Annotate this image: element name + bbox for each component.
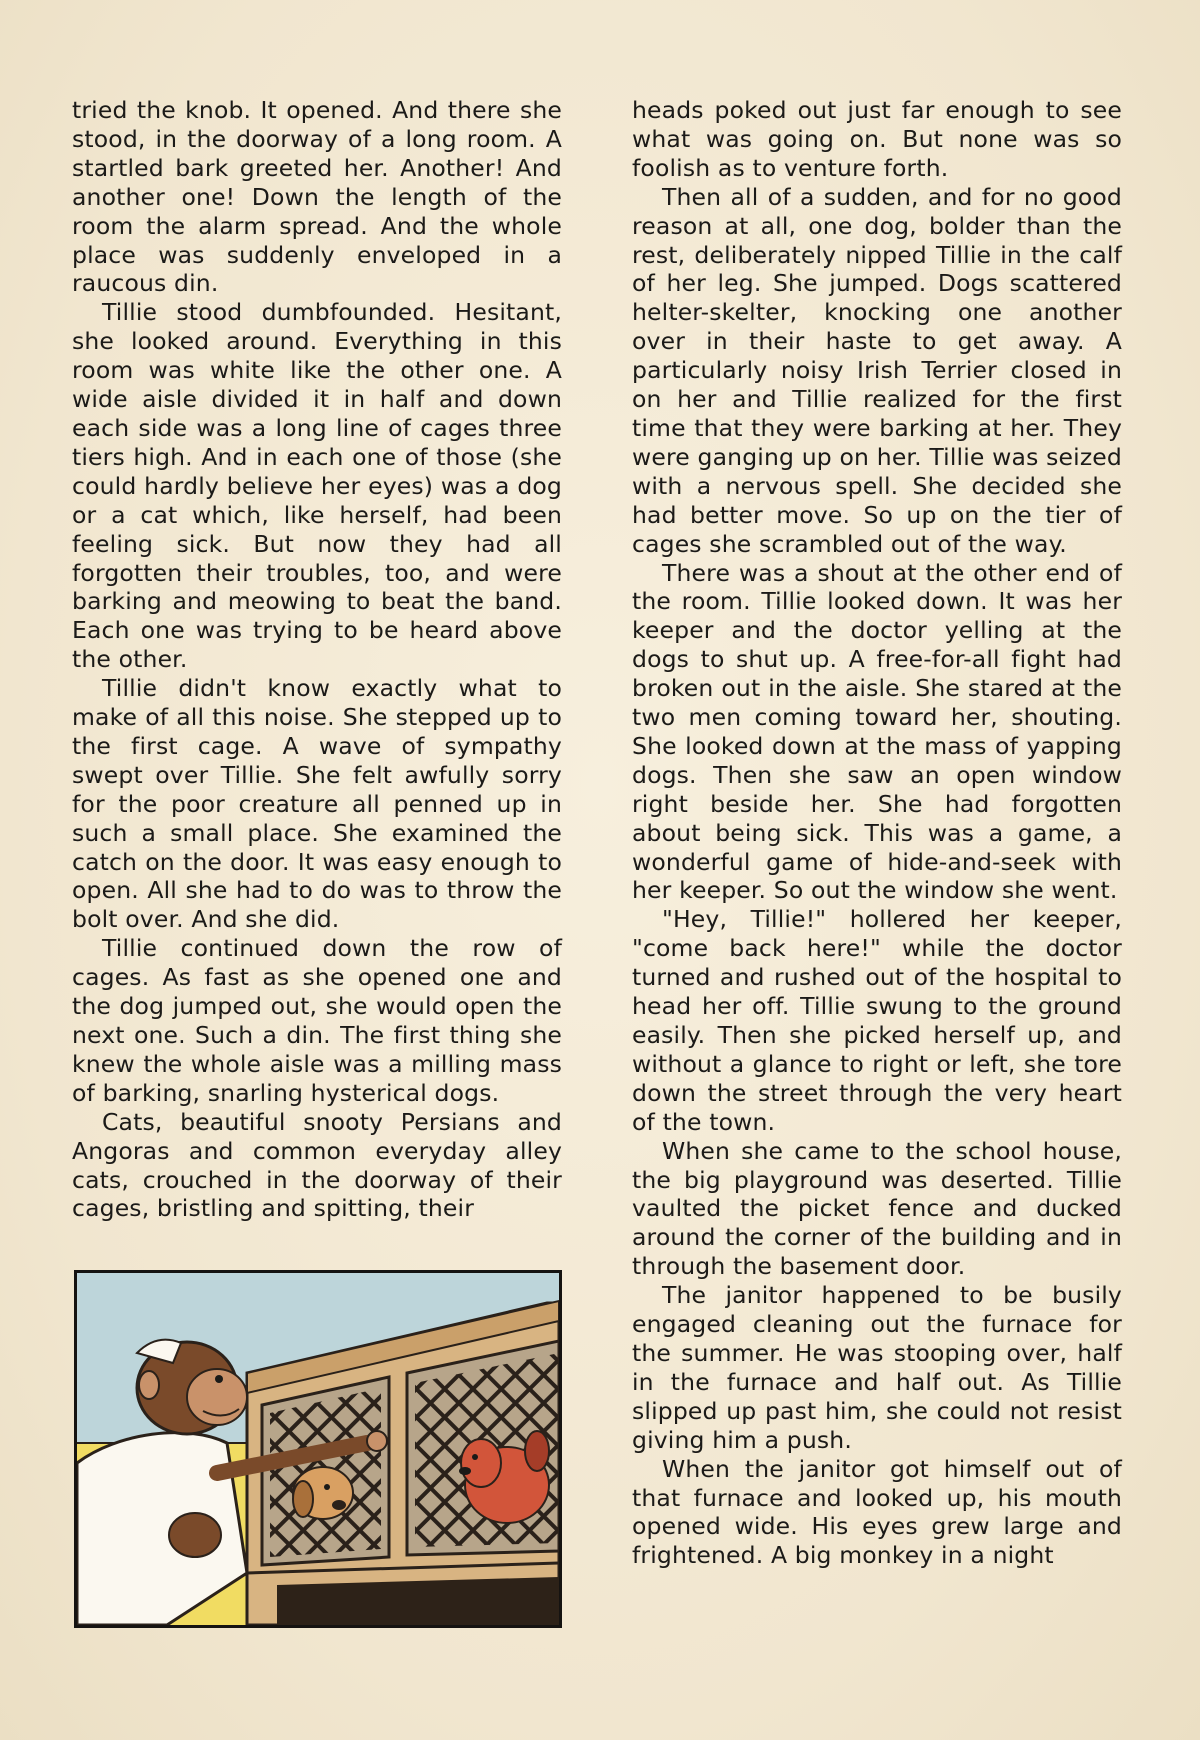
paragraph: Tillie stood dumbfounded. Hesitant, she looked around. Everything in this room was white like the other one. A wide aisle divided it in half and down each side was a long line of cages three tiers high. And in each one of those (she could hardly believe her eyes) was a dog or a cat which, like herself, had been feeling sick. But now they had all forgotten their troubles, too, and were barking and meowing to beat the band. Each one was trying to be heard above the other. <box>72 298 562 674</box>
paragraph: The janitor happened to be busily engaged cleaning out the furnace for the summer. He was stooping over, half in the furnace and half out. As Tillie slipped up past him, she could not resist giving him a push. <box>632 1281 1122 1454</box>
paragraph: Tillie didn't know exactly what to make of all this noise. She stepped up to the first cage. A wave of sympathy swept over Tillie. She felt awfully sorry for the poor creature all penned up in such a small place. She examined the catch on the door. It was easy enough to open. All she had to do was to throw the bolt over. And she did. <box>72 674 562 934</box>
paragraph: There was a shout at the other end of the room. Tillie looked down. It was her keeper and the doctor yelling at the dogs to shut up. A free-for-all fight had broken out in the aisle. She stared at the two men coming toward her, shouting. She looked down at the mass of yapping dogs. Then she saw an open window right beside her. She had forgotten about being sick. This was a game, a wonderful game of hide-and-seek with her keeper. So out the window she went. <box>632 558 1122 905</box>
paragraph: tried the knob. It opened. And there she stood, in the doorway of a long room. A startled bark greeted her. Another! And another one! Down the length of the room the alarm spread. And the whole place was suddenly enveloped in a raucous din. <box>72 96 562 298</box>
illustration-panel <box>74 1270 562 1628</box>
paragraph: heads poked out just far enough to see what was going on. But none was so foolish as to venture forth. <box>632 96 1122 182</box>
paragraph: When she came to the school house, the big playground was deserted. Tillie vaulted the picket fence and ducked around the corner of the building and in through the basement door. <box>632 1136 1122 1281</box>
paragraph: Then all of a sudden, and for no good reason at all, one dog, bolder than the rest, deliberately nipped Tillie in the calf of her leg. She jumped. Dogs scattered helter-skelter, knocking one another over in their haste to get away. A particularly noisy Irish Terrier closed in on her and Tillie realized for the first time that they were barking at her. They were ganging up on her. Tillie was seized with a nervous spell. She decided she had better move. So up on the tier of cages she scrambled out of the way. <box>632 182 1122 558</box>
paragraph: "Hey, Tillie!" hollered her keeper, "come back here!" while the doctor turned and rushed out of the hospital to head her off. Tillie swung to the ground easily. Then she picked herself up, and without a glance to right or left, she tore down the street through the very heart of the town. <box>632 905 1122 1136</box>
paragraph: When the janitor got himself out of that furnace and looked up, his mouth opened wide. His eyes grew large and frightened. A big monkey in a night <box>632 1454 1122 1570</box>
left-text-column <box>72 96 562 1223</box>
right-text-column <box>632 96 1122 1570</box>
illustration-monkey-opening-cage <box>77 1273 559 1625</box>
paragraph: Cats, beautiful snooty Persians and Angoras and common everyday alley cats, crouched in the doorway of their cages, bristling and spitting, their <box>72 1107 562 1223</box>
paragraph: Tillie continued down the row of cages. As fast as she opened one and the dog jumped out, she would open the next one. Such a din. The first thing she knew the whole aisle was a milling mass of barking, snarling hysterical dogs. <box>72 934 562 1107</box>
tan-dog <box>293 1467 353 1519</box>
